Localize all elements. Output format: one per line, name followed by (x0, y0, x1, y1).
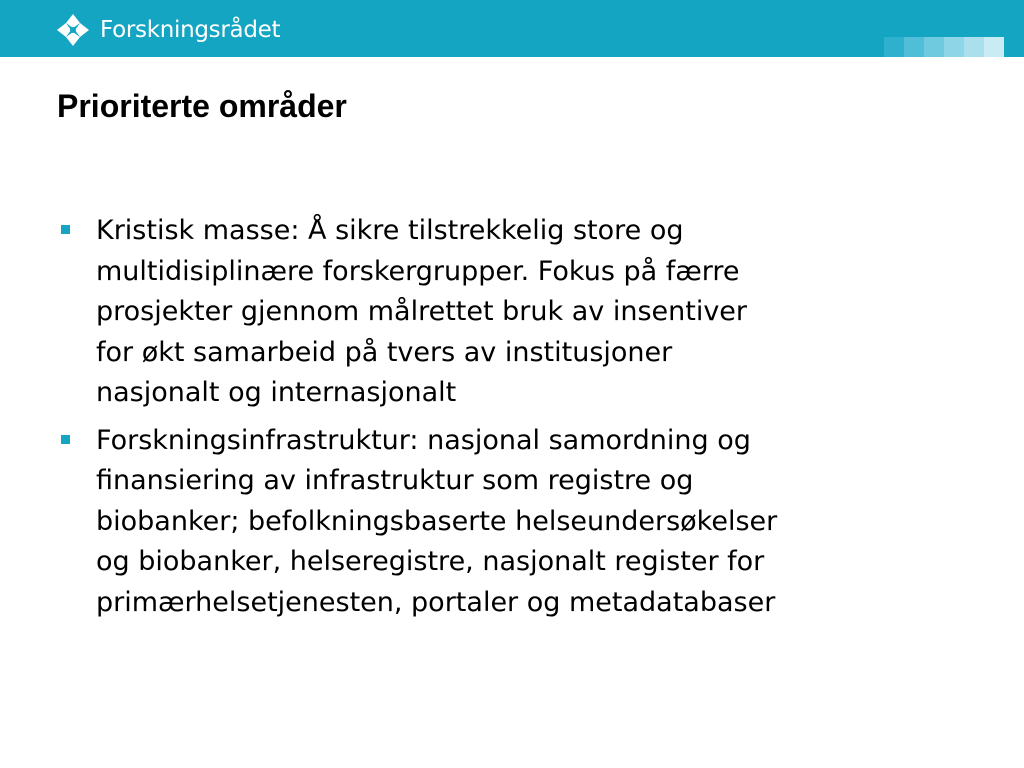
brand-name: Forskningsrådet (100, 17, 281, 43)
deco-square (884, 37, 904, 57)
slide-title: Prioriterte områder (57, 88, 347, 124)
bullet-list (57, 211, 977, 630)
deco-square (964, 37, 984, 57)
bullet-item (57, 421, 977, 624)
deco-square (984, 37, 1004, 57)
bullet-line: nasjonalt og internasjonalt (96, 377, 457, 408)
logo (55, 12, 280, 48)
bullet-line: Kristisk masse: Å sikre tilstrekkelig store og (96, 215, 684, 246)
bullet-line: finansiering av infrastruktur som registre og (96, 465, 694, 496)
bullet-line: biobanker; befolkningsbaserte helseundersøkelser (96, 505, 778, 537)
bullet-line: for økt samarbeid på tvers av institusjoner (96, 336, 673, 368)
square-bullet-icon (61, 225, 70, 234)
forskningsradet-logo-icon (55, 12, 91, 48)
deco-square (944, 37, 964, 57)
decorative-squares (884, 37, 1004, 57)
deco-square (924, 37, 944, 57)
bullet-line: Forskningsinfrastruktur: nasjonal samordning og (96, 424, 751, 456)
square-bullet-icon (61, 435, 70, 444)
bullet-line: og biobanker, helseregistre, nasjonalt register for (96, 546, 765, 577)
header-bar (0, 0, 1024, 57)
bullet-line: multidisiplinære forskergrupper. Fokus på færre (96, 255, 740, 287)
deco-square (904, 37, 924, 57)
bullet-line: primærhelsetjenesten, portaler og metadatabaser (96, 586, 776, 618)
bullet-line: prosjekter gjennom målrettet bruk av insentiver (96, 296, 748, 327)
bullet-item (57, 211, 977, 414)
